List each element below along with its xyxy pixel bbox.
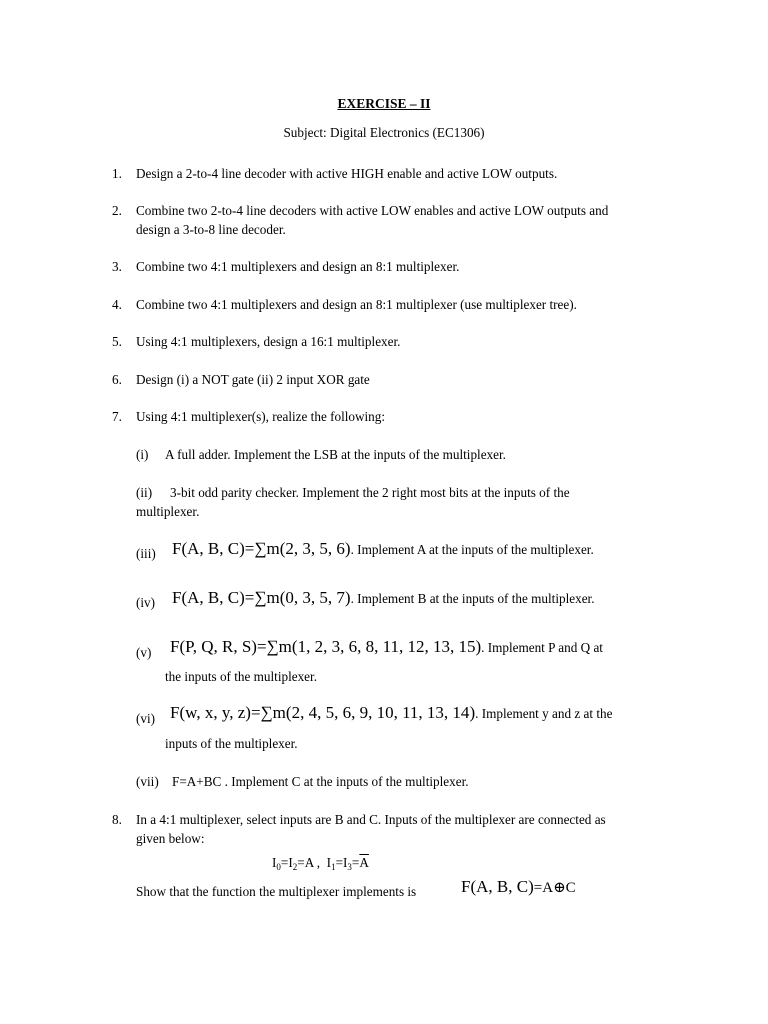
input-subscript: 1 bbox=[331, 862, 336, 872]
input-subscript: 3 bbox=[347, 862, 352, 872]
paren-open: ( bbox=[179, 637, 186, 656]
equals-sign: = bbox=[297, 855, 305, 870]
function-args: P, Q, R, S bbox=[185, 637, 252, 656]
equals-sign: = bbox=[280, 855, 289, 870]
minterm-m: m bbox=[278, 637, 292, 656]
item-text: given below: bbox=[136, 831, 205, 846]
subitem-text: . Implement y and z at the bbox=[475, 706, 613, 721]
function-name: F bbox=[172, 539, 182, 558]
subitem-text: multiplexer. bbox=[136, 504, 200, 519]
subitem-text: F=A+BC . Implement C at the inputs of the multiplexer. bbox=[172, 774, 469, 789]
subitem-text: the inputs of the multiplexer. bbox=[165, 669, 317, 684]
variable-a-complement: $\overline{A}$ bbox=[359, 855, 369, 870]
paren-open: ( bbox=[470, 877, 477, 896]
equals-sign: = bbox=[244, 539, 255, 558]
paren-open: ( bbox=[279, 588, 286, 607]
item-number: 8. bbox=[112, 812, 122, 827]
input-subscript: 0 bbox=[276, 862, 281, 872]
function-expression bbox=[170, 637, 603, 657]
item-text: Combine two 2-to-4 line decoders with active LOW enables and active LOW outputs and bbox=[136, 203, 609, 218]
paren-close: ) bbox=[475, 637, 482, 656]
separator: , bbox=[313, 855, 327, 870]
equals-sign: = bbox=[244, 588, 255, 607]
minterm-m: m bbox=[266, 539, 280, 558]
subitem-label: (vii) bbox=[136, 774, 159, 789]
input-symbol: I bbox=[288, 855, 293, 870]
variable-c: C bbox=[565, 880, 576, 896]
page-title: EXERCISE – II bbox=[337, 96, 431, 111]
item-text: Design (i) a NOT gate (ii) 2 input XOR gate bbox=[136, 372, 370, 387]
item-text: Design a 2-to-4 line decoder with active HIGH enable and active LOW outputs. bbox=[136, 166, 558, 181]
minterm-list: 1, 2, 3, 6, 8, 11, 12, 13, 15 bbox=[297, 637, 476, 656]
item-text: Using 4:1 multiplexers, design a 16:1 multiplexer. bbox=[136, 334, 401, 349]
minterm-list: 0, 3, 5, 7 bbox=[285, 588, 345, 607]
function-name: F bbox=[170, 703, 180, 722]
paren-open: ( bbox=[181, 539, 188, 558]
paren-close: ) bbox=[344, 588, 351, 607]
subitem-label: (ii) bbox=[136, 485, 153, 500]
function-name: F bbox=[170, 637, 180, 656]
item-text: Using 4:1 multiplexer(s), realize the following: bbox=[136, 409, 386, 424]
equals-sign: = bbox=[256, 637, 267, 656]
subitem-label: (iv) bbox=[136, 595, 156, 610]
subitem-text: 3-bit odd parity checker. Implement the 2 right most bits at the inputs of the bbox=[170, 485, 570, 500]
item-number: 4. bbox=[112, 297, 122, 312]
item-number: 1. bbox=[112, 166, 122, 181]
subject-line: Subject: Digital Electronics (EC1306) bbox=[283, 125, 485, 140]
paren-open: ( bbox=[179, 703, 186, 722]
function-name: F bbox=[461, 877, 471, 896]
paren-close: ) bbox=[469, 703, 476, 722]
item-text: In a 4:1 multiplexer, select inputs are B and C. Inputs of the multiplexer are connected as bbox=[136, 812, 606, 827]
input-symbol: I bbox=[326, 855, 332, 870]
function-expression bbox=[170, 703, 612, 723]
function-args: w, x, y, z bbox=[185, 703, 246, 722]
item-number: 6. bbox=[112, 372, 122, 387]
subitem-label: (i) bbox=[136, 447, 149, 462]
sigma-symbol: ∑ bbox=[266, 637, 279, 656]
paren-close: ) bbox=[239, 539, 245, 558]
item-number: 5. bbox=[112, 334, 122, 349]
minterm-list: 2, 3, 5, 6 bbox=[285, 539, 345, 558]
function-expression bbox=[461, 877, 576, 897]
function-args: A, B, C bbox=[187, 588, 240, 607]
subitem-label: (v) bbox=[136, 645, 152, 660]
equals-sign: = bbox=[351, 855, 360, 870]
minterm-m: m bbox=[272, 703, 286, 722]
paren-open: ( bbox=[181, 588, 188, 607]
variable-a: A bbox=[304, 855, 314, 870]
sigma-symbol: ∑ bbox=[254, 588, 267, 607]
input-subscript: 2 bbox=[292, 862, 298, 872]
paren-close: ) bbox=[528, 877, 534, 896]
paren-open: ( bbox=[285, 703, 292, 722]
xor-symbol: ⊕ bbox=[553, 880, 566, 896]
paren-open: ( bbox=[279, 539, 286, 558]
subitem-text: . Implement P and Q at bbox=[481, 640, 603, 655]
item-text: Combine two 4:1 multiplexers and design an 8:1 multiplexer (use multiplexer tree). bbox=[136, 297, 577, 312]
function-name: F bbox=[172, 588, 182, 607]
paren-close: ) bbox=[344, 539, 351, 558]
paren-open: ( bbox=[291, 637, 298, 656]
sigma-symbol: ∑ bbox=[254, 539, 267, 558]
subitem-text: . Implement B at the inputs of the multiplexer. bbox=[350, 591, 595, 606]
item-text: Show that the function the multiplexer implements is bbox=[136, 884, 417, 899]
minterm-list: 2, 4, 5, 6, 9, 10, 11, 13, 14 bbox=[291, 703, 470, 722]
sigma-symbol: ∑ bbox=[260, 703, 273, 722]
item-number: 2. bbox=[112, 203, 122, 218]
subitem-text: inputs of the multiplexer. bbox=[165, 736, 298, 751]
subitem-text: A full adder. Implement the LSB at the inputs of the multiplexer. bbox=[165, 447, 506, 462]
item-text: design a 3-to-8 line decoder. bbox=[136, 222, 286, 237]
input-symbol: I bbox=[272, 855, 277, 870]
function-rhs: =A bbox=[533, 880, 554, 896]
equals-sign: = bbox=[250, 703, 261, 722]
subitem-label: (vi) bbox=[136, 711, 156, 726]
input-symbol: I bbox=[343, 855, 348, 870]
paren-close: ) bbox=[245, 703, 251, 722]
minterm-m: m bbox=[266, 588, 280, 607]
function-args: A, B, C bbox=[476, 877, 529, 896]
function-args: A, B, C bbox=[187, 539, 240, 558]
paren-close: ) bbox=[251, 637, 257, 656]
subitem-text: . Implement A at the inputs of the multiplexer. bbox=[350, 542, 594, 557]
mux-input-equations bbox=[272, 855, 369, 871]
paren-close: ) bbox=[239, 588, 245, 607]
equals-sign: = bbox=[335, 855, 344, 870]
item-number: 7. bbox=[112, 409, 122, 424]
function-expression bbox=[172, 588, 595, 608]
item-number: 3. bbox=[112, 259, 122, 274]
item-text: Combine two 4:1 multiplexers and design an 8:1 multiplexer. bbox=[136, 259, 460, 274]
subitem-label: (iii) bbox=[136, 546, 156, 561]
function-expression bbox=[172, 539, 594, 559]
